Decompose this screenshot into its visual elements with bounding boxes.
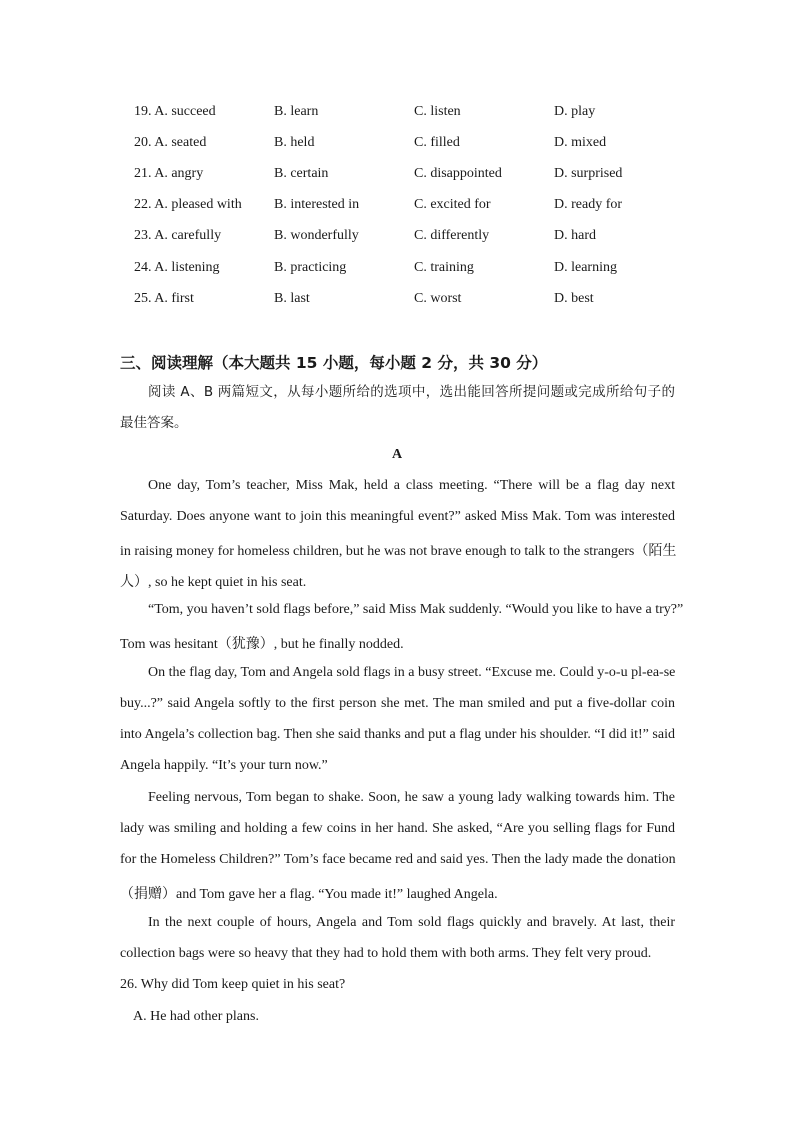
option-row-23	[0, 228, 794, 248]
option-d: D. best	[554, 291, 594, 306]
question-26: 26. Why did Tom keep quiet in his seat?	[120, 977, 346, 992]
option-a: 20. A. seated	[134, 135, 207, 150]
passage-line: in raising money for homeless children, but he was not brave enough to talk to the strangers（陌生	[120, 544, 677, 559]
passage-line: buy...?” said Angela softly to the first person she met. The man smiled and put a five-dollar coin	[120, 696, 675, 711]
question-26-option-a: A. He had other plans.	[133, 1009, 259, 1024]
option-a: 22. A. pleased with	[134, 197, 242, 212]
option-d: D. ready for	[554, 197, 623, 212]
passage-line: collection bags were so heavy that they had to hold them with both arms. They felt very proud.	[120, 946, 652, 961]
option-d: D. hard	[554, 228, 596, 243]
option-d: D. mixed	[554, 135, 607, 150]
option-c: C. worst	[414, 291, 462, 306]
passage-line: 人）, so he kept quiet in his seat.	[120, 575, 307, 590]
option-d: D. play	[554, 104, 596, 119]
passage-line: into Angela’s collection bag. Then she said thanks and put a flag under his shoulder. “I did it!” said	[120, 727, 675, 742]
option-c: C. listen	[414, 104, 461, 119]
option-b: B. learn	[274, 104, 319, 119]
option-d: D. surprised	[554, 166, 623, 181]
passage-line: One day, Tom’s teacher, Miss Mak, held a class meeting. “There will be a flag day next	[148, 478, 675, 493]
option-a: 24. A. listening	[134, 260, 220, 275]
option-b: B. last	[274, 291, 310, 306]
option-b: B. certain	[274, 166, 329, 181]
passage-line: On the flag day, Tom and Angela sold flags in a busy street. “Excuse me. Could y-o-u pl-ea-se	[148, 665, 676, 680]
instructions-line-1: 阅读 A、B 两篇短文，从每小题所给的选项中，选出能回答所提问题或完成所给句子的	[148, 384, 675, 400]
passage-line: Saturday. Does anyone want to join this meaningful event?” asked Miss Mak. Tom was interested	[120, 509, 675, 524]
option-b: B. practicing	[274, 260, 347, 275]
option-a: 19. A. succeed	[134, 104, 216, 119]
option-d: D. learning	[554, 260, 617, 275]
option-a: 21. A. angry	[134, 166, 204, 181]
option-row-22	[0, 197, 794, 217]
option-b: B. wonderfully	[274, 228, 359, 243]
passage-line: （捐赠）and Tom gave her a flag. “You made it!” laughed Angela.	[120, 887, 498, 902]
option-c: C. filled	[414, 135, 460, 150]
option-row-19	[0, 104, 794, 124]
option-row-20	[0, 135, 794, 155]
option-c: C. training	[414, 260, 474, 275]
passage-line: Angela happily. “It’s your turn now.”	[120, 758, 328, 773]
option-row-25	[0, 291, 794, 311]
option-c: C. excited for	[414, 197, 491, 212]
passage-line: In the next couple of hours, Angela and Tom sold flags quickly and bravely. At last, their	[148, 915, 675, 930]
option-row-24	[0, 260, 794, 280]
passage-title: A	[391, 447, 403, 462]
instructions-line-2: 最佳答案。	[120, 415, 188, 431]
section-title: 三、阅读理解（本大题共 15 小题，每小题 2 分，共 30 分）	[120, 354, 548, 372]
option-b: B. held	[274, 135, 315, 150]
passage-line: Feeling nervous, Tom began to shake. Soon, he saw a young lady walking towards him. The	[148, 790, 675, 805]
option-c: C. differently	[414, 228, 490, 243]
option-row-21	[0, 166, 794, 186]
passage-line: Tom was hesitant（犹豫）, but he finally nodded.	[120, 637, 404, 652]
option-a: 23. A. carefully	[134, 228, 222, 243]
option-a: 25. A. first	[134, 291, 194, 306]
option-c: C. disappointed	[414, 166, 502, 181]
passage-line: “Tom, you haven’t sold flags before,” said Miss Mak suddenly. “Would you like to have a try?”	[148, 602, 684, 617]
option-b: B. interested in	[274, 197, 360, 212]
passage-line: for the Homeless Children?” Tom’s face became red and said yes. Then the lady made the donation	[120, 852, 676, 867]
passage-line: lady was smiling and holding a few coins in her hand. She asked, “Are you selling flags for Fund	[120, 821, 675, 836]
